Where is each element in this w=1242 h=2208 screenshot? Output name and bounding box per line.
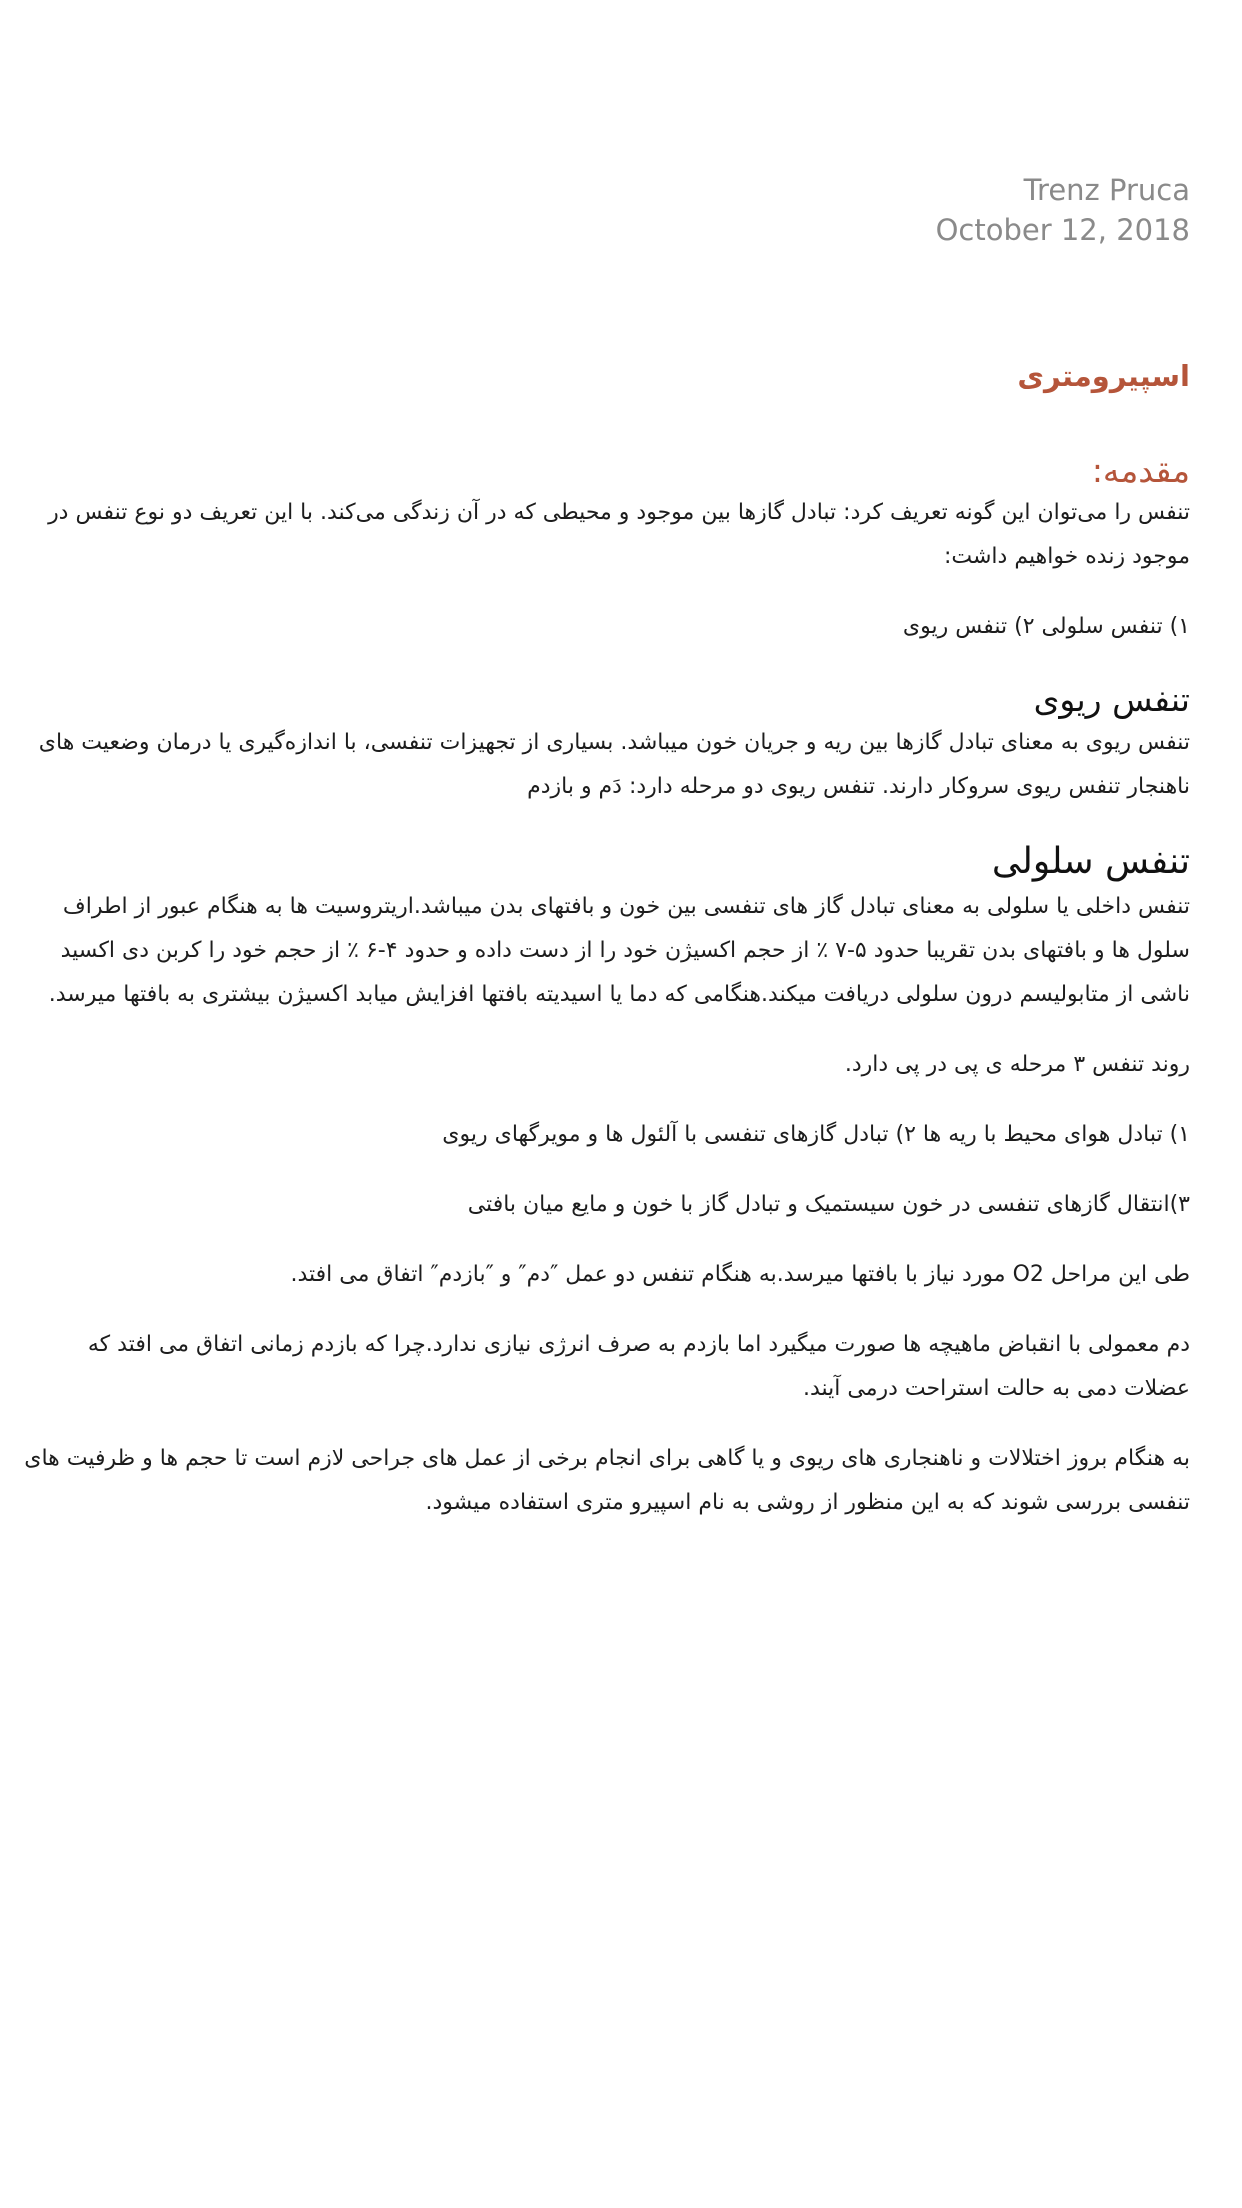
intro-paragraph: تنفس را می‌توان این گونه تعریف کرد: تبادل گازها بین موجود و محیطی که در آن زندگی می‌کند. با این تعریف دو نوع تنفس در موجود زنده خواهیم داشت: xyxy=(48,500,1190,569)
document-body xyxy=(18,355,1190,1525)
stages-intro: روند تنفس ۳ مرحله ی پی در پی دارد. xyxy=(844,1052,1190,1077)
intro-heading: مقدمه: xyxy=(1091,451,1190,490)
spirometry-paragraph: به هنگام بروز اختلالات و ناهنجاری های ریوی و یا گاهی برای انجام برخی از عمل های جراحی لازم است تا حجم ها و ظرفیت های تنفسی بررسی شوند که به این منظور از روشی به نام اسپیرو متری استفاده میشود. xyxy=(24,1446,1190,1515)
document-date: October 12, 2018 xyxy=(935,213,1190,247)
o2-paragraph: طی این مراحل O2 مورد نیاز با بافتها میرسد.به هنگام تنفس دو عمل ″دم″ و ″بازدم″ اتفاق می افتد. xyxy=(290,1262,1190,1287)
exhale-paragraph: دم معمولی با انقباض ماهیچه ها صورت میگیرد اما بازدم به صرف انرژی نیازی ندارد.چرا که بازدم زمانی اتفاق می افتد که عضلات دمی به حالت استراحت درمی آیند. xyxy=(87,1332,1190,1401)
stages-1-2: ۱) تبادل هوای محیط با ریه ها ۲) تبادل گازهای تنفسی با آلئول ها و مویرگهای ریوی xyxy=(442,1122,1190,1147)
respiration-types-line: ۱) تنفس سلولی ۲) تنفس ریوی xyxy=(902,614,1190,639)
document-title: اسپیرومتری xyxy=(1017,359,1190,393)
author-name: Trenz Pruca xyxy=(1023,173,1190,207)
cellular-heading: تنفس سلولی xyxy=(991,841,1190,882)
pulmonary-heading: تنفس ریوی xyxy=(1033,680,1190,719)
cellular-paragraph: تنفس داخلی یا سلولی به معنای تبادل گاز های تنفسی بین خون و بافتهای بدن میباشد.اریتروسیت ها به هنگام عبور از اطراف سلول ها و بافتهای بدن تقریبا حدود ۵-۷ ٪ از حجم اکسیژن خود را از دست داده و حدود ۴-۶ ٪ از حجم خود را کربن دی اکسید ناشی از متابولیسم درون سلولی دریافت میکند.هنگامی که دما یا اسیدیته بافتها افزایش میابد اکسیژن بیشتری به بافتها میرسد. xyxy=(48,894,1190,1007)
pulmonary-paragraph: تنفس ریوی به معنای تبادل گازها بین ریه و جریان خون میباشد. بسیاری از تجهیزات تنفسی، با اندازه‌گیری یا درمان وضعیت های ناهنجار تنفس ریوی سروکار دارند. تنفس ریوی دو مرحله دارد: دَم و بازدم xyxy=(38,730,1190,799)
document-header xyxy=(936,170,1190,250)
stage-3: ۳)انتقال گازهای تنفسی در خون سیستمیک و تبادل گاز با خون و مایع میان بافتی xyxy=(467,1192,1190,1217)
